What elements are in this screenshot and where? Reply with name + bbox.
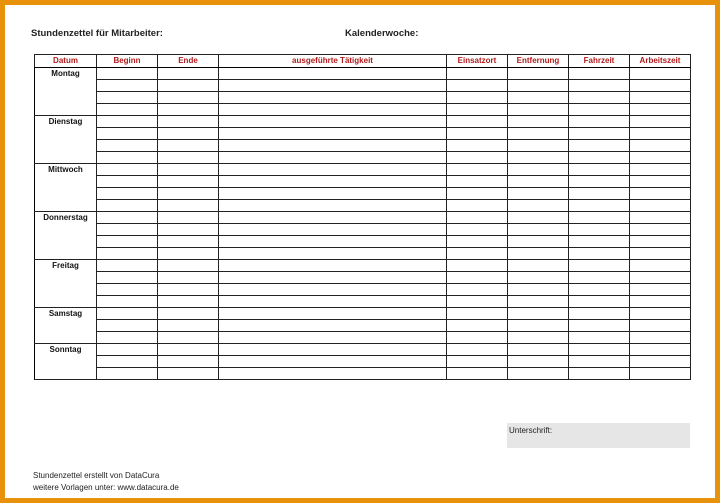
- cell-einsatzort[interactable]: [447, 272, 508, 284]
- cell-ende[interactable]: [158, 236, 219, 248]
- footer-credit: Stundenzettel erstellt von DataCura: [33, 471, 160, 480]
- table-row: [35, 188, 691, 200]
- table-row: [35, 176, 691, 188]
- cell-taetigkeit[interactable]: [219, 116, 447, 128]
- cell-fahrzeit[interactable]: [569, 200, 630, 212]
- cell-ende[interactable]: [158, 284, 219, 296]
- table-row: [35, 92, 691, 104]
- cell-beginn[interactable]: [97, 236, 158, 248]
- signature-label: Unterschrift:: [509, 426, 553, 435]
- cell-taetigkeit[interactable]: [219, 320, 447, 332]
- cell-ende[interactable]: [158, 80, 219, 92]
- cell-arbeitszeit[interactable]: [630, 212, 691, 224]
- table-row: [35, 260, 691, 272]
- cell-entfernung[interactable]: [508, 152, 569, 164]
- cell-ende[interactable]: [158, 92, 219, 104]
- cell-entfernung[interactable]: [508, 320, 569, 332]
- cell-taetigkeit[interactable]: [219, 344, 447, 356]
- table-row: [35, 152, 691, 164]
- cell-fahrzeit[interactable]: [569, 176, 630, 188]
- cell-arbeitszeit[interactable]: [630, 80, 691, 92]
- table-row: [35, 200, 691, 212]
- timesheet-body: [35, 68, 691, 380]
- cell-entfernung[interactable]: [508, 332, 569, 344]
- cell-beginn[interactable]: [97, 344, 158, 356]
- cell-beginn[interactable]: [97, 152, 158, 164]
- cell-arbeitszeit[interactable]: [630, 152, 691, 164]
- table-row: [35, 308, 691, 320]
- day-label: Mittwoch: [35, 164, 97, 212]
- cell-ende[interactable]: [158, 104, 219, 116]
- cell-entfernung[interactable]: [508, 368, 569, 380]
- cell-taetigkeit[interactable]: [219, 200, 447, 212]
- cell-ende[interactable]: [158, 248, 219, 260]
- cell-beginn[interactable]: [97, 296, 158, 308]
- cell-einsatzort[interactable]: [447, 92, 508, 104]
- cell-fahrzeit[interactable]: [569, 260, 630, 272]
- footer-more-templates: weitere Vorlagen unter: www.datacura.de: [33, 483, 179, 492]
- cell-beginn[interactable]: [97, 356, 158, 368]
- cell-beginn[interactable]: [97, 212, 158, 224]
- cell-ende[interactable]: [158, 212, 219, 224]
- calendar-week-label: Kalenderwoche:: [345, 28, 419, 39]
- cell-einsatzort[interactable]: [447, 224, 508, 236]
- table-row: [35, 296, 691, 308]
- header-row: [35, 55, 691, 68]
- table-row: [35, 332, 691, 344]
- day-label: Freitag: [35, 260, 97, 308]
- table-row: [35, 164, 691, 176]
- cell-taetigkeit[interactable]: [219, 332, 447, 344]
- cell-einsatzort[interactable]: [447, 80, 508, 92]
- cell-arbeitszeit[interactable]: [630, 308, 691, 320]
- cell-fahrzeit[interactable]: [569, 272, 630, 284]
- cell-arbeitszeit[interactable]: [630, 368, 691, 380]
- cell-fahrzeit[interactable]: [569, 308, 630, 320]
- cell-arbeitszeit[interactable]: [630, 116, 691, 128]
- cell-beginn[interactable]: [97, 224, 158, 236]
- cell-taetigkeit[interactable]: [219, 140, 447, 152]
- cell-taetigkeit[interactable]: [219, 104, 447, 116]
- cell-fahrzeit[interactable]: [569, 368, 630, 380]
- cell-fahrzeit[interactable]: [569, 128, 630, 140]
- cell-arbeitszeit[interactable]: [630, 128, 691, 140]
- cell-entfernung[interactable]: [508, 104, 569, 116]
- col-header-arbeitszeit: Arbeitszeit: [630, 55, 691, 68]
- cell-einsatzort[interactable]: [447, 68, 508, 80]
- cell-fahrzeit[interactable]: [569, 344, 630, 356]
- cell-entfernung[interactable]: [508, 308, 569, 320]
- col-header-einsatzort: Einsatzort: [447, 55, 508, 68]
- cell-beginn[interactable]: [97, 332, 158, 344]
- day-label: Samstag: [35, 308, 97, 344]
- cell-fahrzeit[interactable]: [569, 236, 630, 248]
- table-row: [35, 128, 691, 140]
- cell-beginn[interactable]: [97, 320, 158, 332]
- cell-arbeitszeit[interactable]: [630, 344, 691, 356]
- cell-einsatzort[interactable]: [447, 200, 508, 212]
- cell-beginn[interactable]: [97, 260, 158, 272]
- col-header-taetigkeit: ausgeführte Tätigkeit: [219, 55, 447, 68]
- cell-beginn[interactable]: [97, 128, 158, 140]
- cell-entfernung[interactable]: [508, 272, 569, 284]
- cell-fahrzeit[interactable]: [569, 140, 630, 152]
- footer: [33, 470, 179, 494]
- cell-ende[interactable]: [158, 116, 219, 128]
- cell-taetigkeit[interactable]: [219, 68, 447, 80]
- table-row: [35, 368, 691, 380]
- cell-arbeitszeit[interactable]: [630, 296, 691, 308]
- col-header-fahrzeit: Fahrzeit: [569, 55, 630, 68]
- cell-beginn[interactable]: [97, 368, 158, 380]
- cell-einsatzort[interactable]: [447, 296, 508, 308]
- cell-taetigkeit[interactable]: [219, 248, 447, 260]
- cell-taetigkeit[interactable]: [219, 272, 447, 284]
- cell-taetigkeit[interactable]: [219, 296, 447, 308]
- table-row: [35, 140, 691, 152]
- table-row: [35, 248, 691, 260]
- cell-ende[interactable]: [158, 356, 219, 368]
- cell-fahrzeit[interactable]: [569, 68, 630, 80]
- cell-fahrzeit[interactable]: [569, 248, 630, 260]
- cell-entfernung[interactable]: [508, 296, 569, 308]
- cell-arbeitszeit[interactable]: [630, 68, 691, 80]
- cell-arbeitszeit[interactable]: [630, 188, 691, 200]
- cell-fahrzeit[interactable]: [569, 92, 630, 104]
- cell-taetigkeit[interactable]: [219, 80, 447, 92]
- cell-fahrzeit[interactable]: [569, 356, 630, 368]
- cell-einsatzort[interactable]: [447, 284, 508, 296]
- cell-taetigkeit[interactable]: [219, 188, 447, 200]
- cell-arbeitszeit[interactable]: [630, 236, 691, 248]
- cell-einsatzort[interactable]: [447, 104, 508, 116]
- cell-ende[interactable]: [158, 344, 219, 356]
- cell-fahrzeit[interactable]: [569, 212, 630, 224]
- cell-taetigkeit[interactable]: [219, 92, 447, 104]
- cell-arbeitszeit[interactable]: [630, 272, 691, 284]
- cell-fahrzeit[interactable]: [569, 188, 630, 200]
- signature-box[interactable]: [507, 423, 690, 448]
- cell-beginn[interactable]: [97, 140, 158, 152]
- cell-arbeitszeit[interactable]: [630, 356, 691, 368]
- cell-einsatzort[interactable]: [447, 212, 508, 224]
- cell-beginn[interactable]: [97, 80, 158, 92]
- cell-beginn[interactable]: [97, 92, 158, 104]
- cell-einsatzort[interactable]: [447, 116, 508, 128]
- cell-einsatzort[interactable]: [447, 152, 508, 164]
- table-row: [35, 104, 691, 116]
- cell-ende[interactable]: [158, 176, 219, 188]
- cell-entfernung[interactable]: [508, 128, 569, 140]
- cell-fahrzeit[interactable]: [569, 116, 630, 128]
- cell-einsatzort[interactable]: [447, 128, 508, 140]
- page-title: Stundenzettel für Mitarbeiter:: [31, 28, 163, 39]
- cell-ende[interactable]: [158, 188, 219, 200]
- cell-ende[interactable]: [158, 200, 219, 212]
- cell-taetigkeit[interactable]: [219, 128, 447, 140]
- cell-ende[interactable]: [158, 308, 219, 320]
- cell-entfernung[interactable]: [508, 80, 569, 92]
- cell-entfernung[interactable]: [508, 224, 569, 236]
- cell-arbeitszeit[interactable]: [630, 176, 691, 188]
- cell-arbeitszeit[interactable]: [630, 224, 691, 236]
- cell-taetigkeit[interactable]: [219, 176, 447, 188]
- table-row: [35, 356, 691, 368]
- cell-taetigkeit[interactable]: [219, 356, 447, 368]
- timesheet-table: [34, 54, 691, 380]
- cell-arbeitszeit[interactable]: [630, 200, 691, 212]
- cell-fahrzeit[interactable]: [569, 164, 630, 176]
- cell-taetigkeit[interactable]: [219, 308, 447, 320]
- cell-entfernung[interactable]: [508, 212, 569, 224]
- cell-arbeitszeit[interactable]: [630, 248, 691, 260]
- cell-ende[interactable]: [158, 152, 219, 164]
- cell-fahrzeit[interactable]: [569, 224, 630, 236]
- cell-taetigkeit[interactable]: [219, 164, 447, 176]
- cell-entfernung[interactable]: [508, 92, 569, 104]
- col-header-datum: Datum: [35, 55, 97, 68]
- cell-fahrzeit[interactable]: [569, 284, 630, 296]
- table-row: [35, 212, 691, 224]
- cell-ende[interactable]: [158, 260, 219, 272]
- cell-fahrzeit[interactable]: [569, 80, 630, 92]
- cell-fahrzeit[interactable]: [569, 332, 630, 344]
- cell-entfernung[interactable]: [508, 248, 569, 260]
- cell-einsatzort[interactable]: [447, 236, 508, 248]
- cell-einsatzort[interactable]: [447, 260, 508, 272]
- cell-beginn[interactable]: [97, 164, 158, 176]
- cell-beginn[interactable]: [97, 104, 158, 116]
- cell-beginn[interactable]: [97, 200, 158, 212]
- cell-beginn[interactable]: [97, 308, 158, 320]
- cell-ende[interactable]: [158, 140, 219, 152]
- cell-beginn[interactable]: [97, 188, 158, 200]
- cell-entfernung[interactable]: [508, 68, 569, 80]
- cell-entfernung[interactable]: [508, 164, 569, 176]
- cell-entfernung[interactable]: [508, 140, 569, 152]
- cell-entfernung[interactable]: [508, 188, 569, 200]
- cell-ende[interactable]: [158, 128, 219, 140]
- col-header-ende: Ende: [158, 55, 219, 68]
- cell-fahrzeit[interactable]: [569, 152, 630, 164]
- cell-einsatzort[interactable]: [447, 368, 508, 380]
- cell-einsatzort[interactable]: [447, 140, 508, 152]
- table-row: [35, 284, 691, 296]
- cell-ende[interactable]: [158, 164, 219, 176]
- cell-ende[interactable]: [158, 320, 219, 332]
- cell-ende[interactable]: [158, 272, 219, 284]
- table-row: [35, 272, 691, 284]
- cell-ende[interactable]: [158, 296, 219, 308]
- cell-entfernung[interactable]: [508, 344, 569, 356]
- cell-entfernung[interactable]: [508, 200, 569, 212]
- table-row: [35, 344, 691, 356]
- table-row: [35, 68, 691, 80]
- day-label: Dienstag: [35, 116, 97, 164]
- cell-taetigkeit[interactable]: [219, 152, 447, 164]
- cell-arbeitszeit[interactable]: [630, 140, 691, 152]
- table-row: [35, 320, 691, 332]
- cell-arbeitszeit[interactable]: [630, 320, 691, 332]
- cell-taetigkeit[interactable]: [219, 212, 447, 224]
- cell-beginn[interactable]: [97, 176, 158, 188]
- cell-taetigkeit[interactable]: [219, 260, 447, 272]
- col-header-entfernung: Entfernung: [508, 55, 569, 68]
- cell-einsatzort[interactable]: [447, 188, 508, 200]
- cell-entfernung[interactable]: [508, 236, 569, 248]
- cell-einsatzort[interactable]: [447, 248, 508, 260]
- cell-beginn[interactable]: [97, 68, 158, 80]
- cell-entfernung[interactable]: [508, 260, 569, 272]
- cell-einsatzort[interactable]: [447, 176, 508, 188]
- cell-beginn[interactable]: [97, 272, 158, 284]
- cell-einsatzort[interactable]: [447, 308, 508, 320]
- cell-einsatzort[interactable]: [447, 344, 508, 356]
- day-label: Donnerstag: [35, 212, 97, 260]
- cell-arbeitszeit[interactable]: [630, 164, 691, 176]
- cell-einsatzort[interactable]: [447, 356, 508, 368]
- cell-taetigkeit[interactable]: [219, 284, 447, 296]
- cell-ende[interactable]: [158, 68, 219, 80]
- cell-taetigkeit[interactable]: [219, 224, 447, 236]
- cell-beginn[interactable]: [97, 284, 158, 296]
- cell-ende[interactable]: [158, 332, 219, 344]
- cell-einsatzort[interactable]: [447, 320, 508, 332]
- table-row: [35, 116, 691, 128]
- table-row: [35, 80, 691, 92]
- cell-arbeitszeit[interactable]: [630, 260, 691, 272]
- cell-einsatzort[interactable]: [447, 164, 508, 176]
- cell-entfernung[interactable]: [508, 356, 569, 368]
- cell-taetigkeit[interactable]: [219, 368, 447, 380]
- day-label: Sonntag: [35, 344, 97, 380]
- cell-ende[interactable]: [158, 224, 219, 236]
- cell-fahrzeit[interactable]: [569, 296, 630, 308]
- cell-beginn[interactable]: [97, 116, 158, 128]
- cell-fahrzeit[interactable]: [569, 320, 630, 332]
- cell-arbeitszeit[interactable]: [630, 332, 691, 344]
- table-row: [35, 224, 691, 236]
- cell-entfernung[interactable]: [508, 176, 569, 188]
- cell-taetigkeit[interactable]: [219, 236, 447, 248]
- day-label: Montag: [35, 68, 97, 116]
- cell-entfernung[interactable]: [508, 284, 569, 296]
- cell-ende[interactable]: [158, 368, 219, 380]
- cell-arbeitszeit[interactable]: [630, 104, 691, 116]
- cell-fahrzeit[interactable]: [569, 104, 630, 116]
- cell-arbeitszeit[interactable]: [630, 92, 691, 104]
- cell-arbeitszeit[interactable]: [630, 284, 691, 296]
- table-row: [35, 236, 691, 248]
- col-header-beginn: Beginn: [97, 55, 158, 68]
- cell-einsatzort[interactable]: [447, 332, 508, 344]
- cell-beginn[interactable]: [97, 248, 158, 260]
- cell-entfernung[interactable]: [508, 116, 569, 128]
